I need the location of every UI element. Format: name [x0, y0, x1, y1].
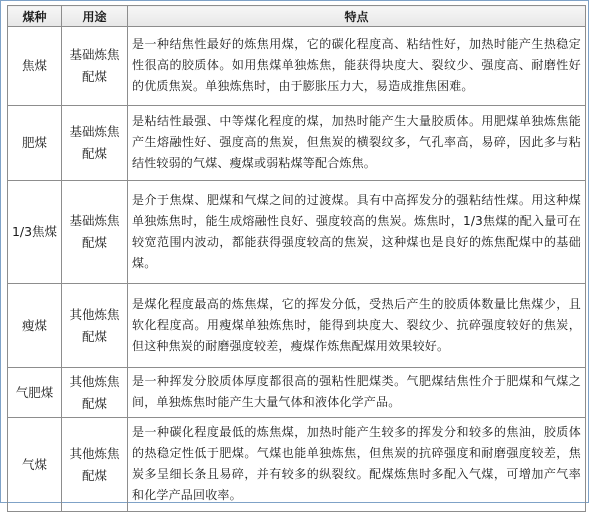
coal-type-cell: 肥煤 [8, 106, 62, 181]
features-cell: 是介于焦煤、肥煤和气煤之间的过渡煤。具有中高挥发分的强粘结性煤。用这种煤单独炼焦时，能生成熔融性良好、强度较高的焦炭。炼焦时，1/3焦煤的配入量可在较宽范围内波动，都能获得强度较高的焦炭，这种煤也是良好的炼焦配煤中的基础煤。 [128, 181, 586, 284]
features-cell: 是粘结性最强、中等煤化程度的煤，加热时能产生大量胶质体。用肥煤单独炼焦能产生熔融性好、强度高的焦炭，但焦炭的横裂纹多，气孔率高，易碎，因此多与粘结性较弱的气煤、瘦煤或弱粘煤等配合炼焦。 [128, 106, 586, 181]
usage-cell: 基础炼焦配煤 [62, 27, 128, 106]
features-cell: 是一种结焦性最好的炼焦用煤，它的碳化程度高、粘结性好，加热时能产生热稳定性很高的胶质体。如用焦煤单独炼焦，能获得块度大、裂纹少、强度高、耐磨性好的优质焦炭。单独炼焦时，由于膨胀压力大，易造成推焦困难。 [128, 27, 586, 106]
coal-type-cell: 瘦煤 [8, 284, 62, 368]
usage-cell: 其他炼焦配煤 [62, 284, 128, 368]
usage-cell: 其他炼焦配煤 [62, 368, 128, 418]
coal-type-cell: 1/3焦煤 [8, 181, 62, 284]
coal-type-cell: 焦煤 [8, 27, 62, 106]
coal-type-cell: 气煤 [8, 418, 62, 512]
header-features: 特点 [128, 6, 586, 27]
features-cell: 是一种碳化程度最低的炼焦煤，加热时能产生较多的挥发分和较多的焦油，胶质体的热稳定性低于肥煤。气煤也能单独炼焦，但焦炭的抗碎强度和耐磨强度较差，焦炭多呈细长条且易碎，并有较多的纵裂纹。配煤炼焦时多配入气煤，可增加产气率和化学产品回收率。 [128, 418, 586, 512]
table-row [8, 106, 586, 181]
table-header-row [8, 6, 586, 27]
features-cell: 是一种挥发分胶质体厚度都很高的强粘性肥煤类。气肥煤结焦性介于肥煤和气煤之间，单独炼焦时能产生大量气体和液体化学产品。 [128, 368, 586, 418]
usage-cell: 其他炼焦配煤 [62, 418, 128, 512]
table-row [8, 284, 586, 368]
coal-type-table [7, 5, 586, 512]
table-row [8, 181, 586, 284]
table-row [8, 27, 586, 106]
usage-cell: 基础炼焦配煤 [62, 106, 128, 181]
header-usage: 用途 [62, 6, 128, 27]
table-row [8, 418, 586, 512]
header-coal-type: 煤种 [8, 6, 62, 27]
coal-type-cell: 气肥煤 [8, 368, 62, 418]
table-row [8, 368, 586, 418]
features-cell: 是煤化程度最高的炼焦煤，它的挥发分低，受热后产生的胶质体数量比焦煤少，且软化程度高。用瘦煤单独炼焦时，能得到块度大、裂纹少、抗碎强度较好的焦炭，但这种焦炭的耐磨强度较差，瘦煤作炼焦配煤用效果较好。 [128, 284, 586, 368]
usage-cell: 基础炼焦配煤 [62, 181, 128, 284]
